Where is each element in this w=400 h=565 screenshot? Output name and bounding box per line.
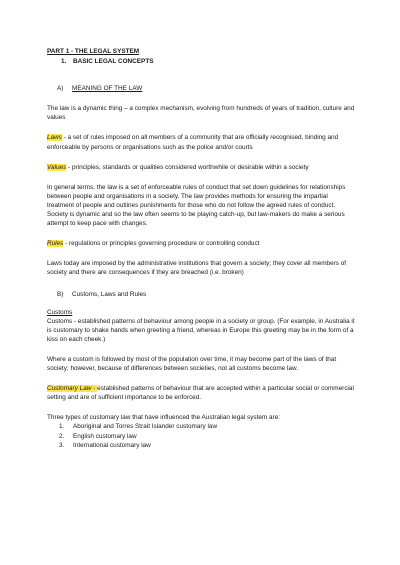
customary-law-types-list — [47, 422, 356, 449]
customary-law-paragraph — [47, 384, 356, 402]
document-title: PART 1 - THE LEGAL SYSTEM — [47, 48, 140, 55]
section-heading — [47, 57, 356, 66]
list-item-number: 1. — [59, 423, 65, 431]
subsection-a-label: MEANING OF THE LAW — [72, 85, 143, 93]
list-item — [59, 432, 356, 441]
law-definition-paragraph: The law is a dynamic thing – a complex mechanism, evolving from hundreds of years of tradition, culture and values — [47, 105, 355, 122]
subsection-b-label: Customs, Laws and Rules — [72, 290, 147, 298]
subsection-a-heading — [47, 84, 356, 93]
laws-paragraph — [47, 133, 356, 151]
rules-paragraph — [47, 239, 356, 248]
subsection-b-heading — [47, 290, 356, 299]
list-item — [59, 422, 356, 431]
list-item — [59, 441, 356, 450]
list-item-text: International customary law — [73, 441, 151, 449]
laws-term-highlight: Laws — [47, 134, 62, 142]
customary-law-term-highlight: Customary Law - — [47, 385, 98, 393]
laws-definition: - a set of rules imposed on all members of a community that are officially recognised, binding and enforceable by persons or organisations such as the police and/or courts — [47, 134, 339, 151]
section-title: BASIC LEGAL CONCEPTS — [73, 58, 154, 66]
values-term-highlight: Values — [47, 163, 67, 171]
customary-law-definition: established patterns of behaviour that are accepted within a particular social or commercial setting and are of sufficient importance to be enforced. — [47, 385, 354, 402]
laws-today-paragraph: Laws today are imposed by the administrative institutions that govern a society; they cover all members of society and there are consequences if they are breached (i.e. broken) — [47, 260, 347, 277]
customs-definition-paragraph: Customs - established patterns of behaviour among people in a society or group. (For example, in Australia it is customary to shake hands when greeting a friend, whereas in Europe this greeting may be in the form of a kiss on each cheek.) — [47, 317, 355, 343]
rules-term-highlight: Rules — [47, 240, 64, 248]
list-item-text: Aboriginal and Torres Strait Islander customary law — [73, 423, 218, 431]
customs-heading: Customs — [47, 308, 73, 316]
subsection-a-letter: A) — [57, 85, 64, 93]
three-types-intro: Three types of customary law that have influenced the Australian legal system are: — [47, 414, 281, 422]
list-item-text: English customary law — [73, 432, 137, 440]
values-definition: - principles, standards or qualities considered worthwhile or desirable within a society — [66, 163, 309, 171]
general-terms-paragraph: In general terms, the law is a set of enforceable rules of conduct that set down guidelines for relationships between people and organisations in a society. The law provides methods for ensuring the impartial treatment of people and outlines punishments for those who do not follow the agreed rules of conduct. Society is dynamic and so the law often seems to be playing catch-up, but law-makers do make a serious attempt to keep pace with changes. — [47, 183, 346, 228]
section-number: 1. — [61, 58, 67, 66]
values-paragraph — [47, 163, 356, 172]
custom-followed-paragraph: Where a custom is followed by most of the population over time, it may become part of the laws of that society; however, because of differences between societies, not all customs become law. — [47, 355, 337, 373]
list-item-number: 3. — [59, 441, 65, 449]
list-item-number: 2. — [59, 432, 65, 440]
rules-definition: - regulations or principles governing procedure or controlling conduct — [63, 240, 260, 248]
subsection-b-letter: B) — [57, 290, 64, 298]
